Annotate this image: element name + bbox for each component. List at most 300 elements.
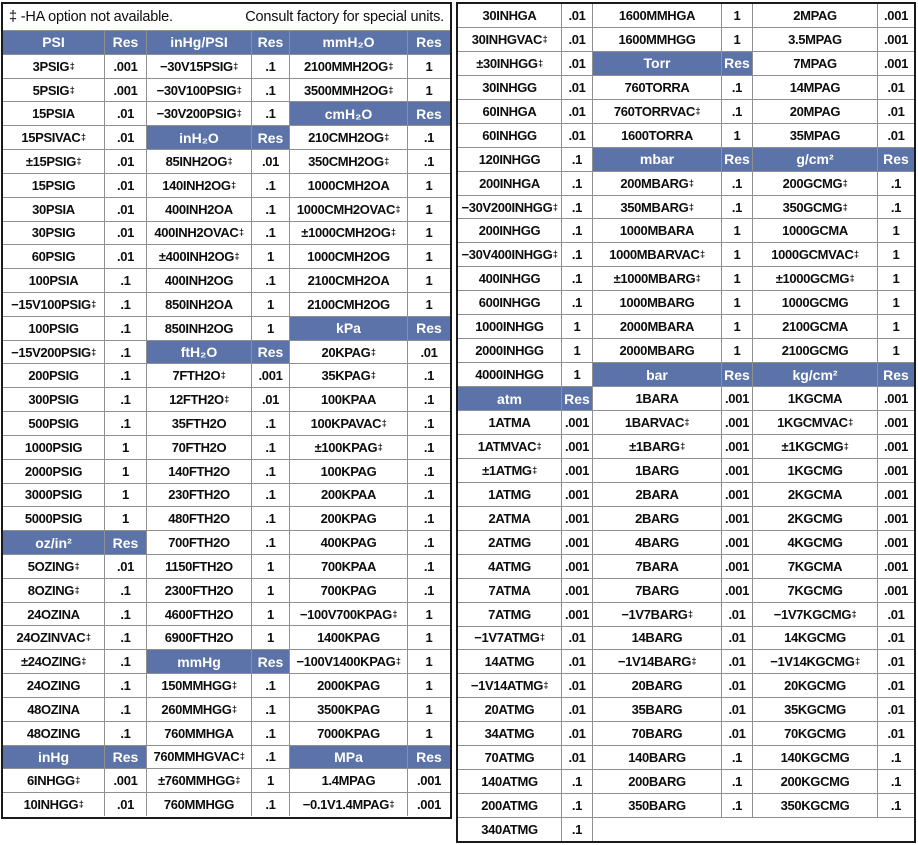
range-cell: 14BARG bbox=[593, 627, 721, 650]
range-cell: 1400KPAG bbox=[290, 626, 407, 649]
range-cell: 200ATMG bbox=[458, 794, 561, 817]
resolution-cell: .001 bbox=[878, 435, 914, 458]
range-cell: 2000MBARA bbox=[593, 315, 721, 338]
range-cell: −1V7KGCMG ‡ bbox=[753, 603, 877, 626]
resolution-cell: .01 bbox=[562, 4, 592, 27]
range-cell: 500PSIG bbox=[3, 412, 104, 435]
range-cell: −1V7ATMG ‡ bbox=[458, 627, 561, 650]
resolution-cell: .1 bbox=[105, 626, 146, 649]
resolution-cell: .1 bbox=[252, 698, 289, 721]
range-cell: 3500KPAG bbox=[290, 698, 407, 721]
range-cell: 480FTH2O bbox=[147, 507, 251, 530]
range-cell: ±1000MBARG ‡ bbox=[593, 267, 721, 290]
range-cell: 200INHGA bbox=[458, 172, 561, 195]
resolution-cell: .001 bbox=[562, 459, 592, 482]
range-cell: 140BARG bbox=[593, 746, 721, 769]
range-cell: 760MMHGVAC ‡ bbox=[147, 746, 251, 769]
resolution-cell: .1 bbox=[878, 746, 914, 769]
resolution-cell: .1 bbox=[408, 436, 450, 459]
resolution-cell: .01 bbox=[878, 722, 914, 745]
resolution-cell: .1 bbox=[105, 603, 146, 626]
range-cell: 12FTH2O ‡ bbox=[147, 388, 251, 411]
resolution-cell: .1 bbox=[408, 388, 450, 411]
range-cell: 35KGCMG bbox=[753, 698, 877, 721]
range-cell: ±1000CMH2OG ‡ bbox=[290, 222, 407, 245]
resolution-cell: .001 bbox=[562, 579, 592, 602]
resolution-cell: .1 bbox=[878, 770, 914, 793]
range-cell: 1000CMH2OVAC ‡ bbox=[290, 198, 407, 221]
range-cell: 140INH2OG ‡ bbox=[147, 174, 251, 197]
resolution-cell: 1 bbox=[105, 484, 146, 507]
resolution-cell: .001 bbox=[878, 483, 914, 506]
range-cell: 14KGCMG bbox=[753, 627, 877, 650]
range-cell: 1000CMH2OG bbox=[290, 245, 407, 268]
resolution-cell: .01 bbox=[878, 650, 914, 673]
resolution-cell: .1 bbox=[252, 198, 289, 221]
resolution-cell: 1 bbox=[722, 291, 752, 314]
resolution-cell: 1 bbox=[562, 363, 592, 386]
range-cell: 1.4MPAG bbox=[290, 769, 407, 792]
resolution-cell: 1 bbox=[722, 243, 752, 266]
range-cell: 1000GCMVAC ‡ bbox=[753, 243, 877, 266]
range-cell: 850INH2OA bbox=[147, 293, 251, 316]
range-cell: 7ATMG bbox=[458, 603, 561, 626]
resolution-cell: .01 bbox=[878, 76, 914, 99]
range-cell: 2ATMA bbox=[458, 507, 561, 530]
res-header-cell: Res bbox=[252, 31, 289, 54]
range-cell: 1600MMHGG bbox=[593, 28, 721, 51]
footnote-row bbox=[3, 4, 450, 31]
resolution-cell: .01 bbox=[722, 674, 752, 697]
resolution-cell: 1 bbox=[878, 315, 914, 338]
range-cell: 30INHGG bbox=[458, 76, 561, 99]
range-cell: 140FTH2O bbox=[147, 460, 251, 483]
resolution-cell: .001 bbox=[722, 483, 752, 506]
resolution-cell: .01 bbox=[722, 698, 752, 721]
range-cell: 2100GCMA bbox=[753, 315, 877, 338]
unit-header-cell: atm bbox=[458, 387, 561, 410]
range-cell: 700FTH2O bbox=[147, 531, 251, 554]
resolution-cell: 1 bbox=[252, 293, 289, 316]
range-cell: 120INHGG bbox=[458, 148, 561, 171]
range-cell: 34ATMG bbox=[458, 722, 561, 745]
resolution-cell: 1 bbox=[722, 339, 752, 362]
range-cell: 3500MMH2OG ‡ bbox=[290, 79, 407, 102]
resolution-cell: .1 bbox=[878, 794, 914, 817]
resolution-cell: .01 bbox=[878, 674, 914, 697]
resolution-cell: 1 bbox=[408, 79, 450, 102]
resolution-cell: .01 bbox=[105, 245, 146, 268]
resolution-cell: .1 bbox=[252, 484, 289, 507]
range-cell: 150MMHGG ‡ bbox=[147, 674, 251, 697]
resolution-cell: .001 bbox=[105, 79, 146, 102]
resolution-cell: .1 bbox=[562, 172, 592, 195]
res-header-cell: Res bbox=[408, 102, 450, 125]
resolution-cell: .1 bbox=[252, 531, 289, 554]
resolution-cell: .1 bbox=[408, 460, 450, 483]
range-cell: 100PSIA bbox=[3, 269, 104, 292]
range-cell: 400INHGG bbox=[458, 267, 561, 290]
resolution-cell: .01 bbox=[722, 650, 752, 673]
range-cell: 1000GCMG bbox=[753, 291, 877, 314]
resolution-cell: .001 bbox=[562, 603, 592, 626]
resolution-cell: .1 bbox=[408, 484, 450, 507]
range-cell: 260MMHGG ‡ bbox=[147, 698, 251, 721]
resolution-cell: .01 bbox=[562, 674, 592, 697]
resolution-cell: 1 bbox=[722, 28, 752, 51]
range-cell: 340ATMG bbox=[458, 818, 561, 841]
range-cell: −30V200INHGG ‡ bbox=[458, 196, 561, 219]
resolution-cell: 1 bbox=[878, 243, 914, 266]
resolution-cell: .1 bbox=[252, 55, 289, 78]
resolution-cell: .01 bbox=[878, 698, 914, 721]
range-cell: ±760MMHGG ‡ bbox=[147, 769, 251, 792]
range-cell: 2KGCMG bbox=[753, 507, 877, 530]
res-header-cell: Res bbox=[105, 746, 146, 769]
range-cell: 1000MBARVAC ‡ bbox=[593, 243, 721, 266]
resolution-cell: .1 bbox=[562, 219, 592, 242]
resolution-cell: .1 bbox=[562, 243, 592, 266]
range-cell: 350BARG bbox=[593, 794, 721, 817]
resolution-cell: .001 bbox=[562, 555, 592, 578]
resolution-cell: .01 bbox=[562, 722, 592, 745]
resolution-cell: .001 bbox=[562, 411, 592, 434]
resolution-cell: .01 bbox=[722, 627, 752, 650]
range-cell: 2BARG bbox=[593, 507, 721, 530]
resolution-cell: .01 bbox=[562, 52, 592, 75]
range-cell: 6900FTH2O bbox=[147, 626, 251, 649]
range-cell: 3000PSIG bbox=[3, 484, 104, 507]
resolution-cell: 1 bbox=[408, 722, 450, 745]
range-cell: 2BARA bbox=[593, 483, 721, 506]
resolution-cell: 1 bbox=[408, 626, 450, 649]
resolution-cell: .1 bbox=[252, 412, 289, 435]
resolution-cell: .1 bbox=[408, 579, 450, 602]
resolution-cell: 1 bbox=[408, 245, 450, 268]
range-cell: 7BARA bbox=[593, 555, 721, 578]
range-cell: ±1000GCMG ‡ bbox=[753, 267, 877, 290]
range-cell: 760MMHGG bbox=[147, 793, 251, 816]
resolution-cell: .001 bbox=[878, 28, 914, 51]
resolution-cell: .01 bbox=[105, 222, 146, 245]
range-cell: ±15PSIG ‡ bbox=[3, 150, 104, 173]
resolution-cell: .01 bbox=[722, 603, 752, 626]
resolution-cell: 1 bbox=[878, 219, 914, 242]
range-cell: 20KGCMG bbox=[753, 674, 877, 697]
resolution-cell: .1 bbox=[252, 102, 289, 125]
range-cell: 210CMH2OG ‡ bbox=[290, 126, 407, 149]
resolution-cell: .01 bbox=[878, 627, 914, 650]
resolution-cell: .001 bbox=[878, 507, 914, 530]
range-cell: 30INHGVAC ‡ bbox=[458, 28, 561, 51]
right-range-table-panel bbox=[456, 2, 916, 843]
range-cell: 2100CMH2OG bbox=[290, 293, 407, 316]
range-cell: 1000MBARA bbox=[593, 219, 721, 242]
range-cell: 760TORRVAC ‡ bbox=[593, 100, 721, 123]
res-header-cell: Res bbox=[878, 363, 914, 386]
range-cell: 2100CMH2OA bbox=[290, 269, 407, 292]
resolution-cell: .1 bbox=[408, 150, 450, 173]
unit-header-cell: PSI bbox=[3, 31, 104, 54]
range-cell: 15PSIG bbox=[3, 174, 104, 197]
range-cell: 24OZINVAC ‡ bbox=[3, 626, 104, 649]
resolution-cell: .1 bbox=[252, 436, 289, 459]
resolution-cell: .1 bbox=[105, 317, 146, 340]
resolution-cell: .01 bbox=[878, 603, 914, 626]
range-cell: ±400INH2OG ‡ bbox=[147, 245, 251, 268]
resolution-cell: 1 bbox=[408, 674, 450, 697]
res-header-cell: Res bbox=[252, 126, 289, 149]
range-cell: 200PSIG bbox=[3, 364, 104, 387]
resolution-cell: 1 bbox=[408, 269, 450, 292]
resolution-cell: .1 bbox=[252, 460, 289, 483]
left-range-table-panel bbox=[1, 2, 452, 819]
range-cell: 48OZINA bbox=[3, 698, 104, 721]
resolution-cell: .1 bbox=[722, 794, 752, 817]
resolution-cell: .01 bbox=[878, 100, 914, 123]
unit-header-cell: kg/cm² bbox=[753, 363, 877, 386]
ha-option-note: ‡ -HA option not available. bbox=[9, 9, 173, 25]
resolution-cell: .1 bbox=[252, 674, 289, 697]
range-cell: 1BARA bbox=[593, 387, 721, 410]
unit-header-cell: mbar bbox=[593, 148, 721, 171]
resolution-cell: .01 bbox=[562, 28, 592, 51]
range-cell: 70KGCMG bbox=[753, 722, 877, 745]
resolution-cell: .1 bbox=[562, 794, 592, 817]
range-cell: 14MPAG bbox=[753, 76, 877, 99]
resolution-cell: 1 bbox=[408, 603, 450, 626]
resolution-cell: .01 bbox=[562, 627, 592, 650]
unit-header-cell: inHg bbox=[3, 746, 104, 769]
unit-header-cell: inHg/PSI bbox=[147, 31, 251, 54]
resolution-cell: .01 bbox=[105, 793, 146, 816]
resolution-cell: .1 bbox=[562, 291, 592, 314]
range-cell: 200BARG bbox=[593, 770, 721, 793]
range-cell: −1V7BARG ‡ bbox=[593, 603, 721, 626]
range-cell: 350MBARG ‡ bbox=[593, 196, 721, 219]
range-cell: ±24OZING ‡ bbox=[3, 650, 104, 673]
range-cell: 20MPAG bbox=[753, 100, 877, 123]
resolution-cell: .01 bbox=[562, 124, 592, 147]
range-cell: −15V200PSIG ‡ bbox=[3, 341, 104, 364]
resolution-cell: .001 bbox=[105, 55, 146, 78]
range-cell: 30PSIG bbox=[3, 222, 104, 245]
resolution-cell: 1 bbox=[105, 507, 146, 530]
resolution-cell: .001 bbox=[878, 387, 914, 410]
range-cell: 2300FTH2O bbox=[147, 579, 251, 602]
unit-header-cell: cmH₂O bbox=[290, 102, 407, 125]
resolution-cell: .1 bbox=[878, 196, 914, 219]
resolution-cell: 1 bbox=[878, 267, 914, 290]
range-cell: 350CMH2OG ‡ bbox=[290, 150, 407, 173]
resolution-cell: .001 bbox=[562, 483, 592, 506]
resolution-cell: 1 bbox=[408, 222, 450, 245]
resolution-cell: 1 bbox=[252, 603, 289, 626]
range-cell: 1ATMVAC ‡ bbox=[458, 435, 561, 458]
range-cell: 4600FTH2O bbox=[147, 603, 251, 626]
unit-header-cell: kPa bbox=[290, 317, 407, 340]
resolution-cell: 1 bbox=[878, 291, 914, 314]
range-cell: 1KGCMA bbox=[753, 387, 877, 410]
range-cell: 300PSIG bbox=[3, 388, 104, 411]
range-cell: 20KPAG ‡ bbox=[290, 341, 407, 364]
range-cell: 7KGCMA bbox=[753, 555, 877, 578]
resolution-cell: .1 bbox=[562, 770, 592, 793]
range-cell: 2100GCMG bbox=[753, 339, 877, 362]
resolution-cell: .001 bbox=[722, 555, 752, 578]
resolution-cell: 1 bbox=[252, 317, 289, 340]
range-cell: 760MMHGA bbox=[147, 722, 251, 745]
range-cell: 48OZING bbox=[3, 722, 104, 745]
range-cell: 1KGCMG bbox=[753, 459, 877, 482]
range-cell: 200KPAG bbox=[290, 507, 407, 530]
resolution-cell: .01 bbox=[105, 198, 146, 221]
range-cell: 4KGCMG bbox=[753, 531, 877, 554]
resolution-cell: .001 bbox=[722, 459, 752, 482]
range-cell: 35BARG bbox=[593, 698, 721, 721]
resolution-cell: .1 bbox=[252, 746, 289, 769]
range-cell: 5OZING ‡ bbox=[3, 555, 104, 578]
resolution-cell: 1 bbox=[722, 124, 752, 147]
range-cell: 230FTH2O bbox=[147, 484, 251, 507]
resolution-cell: 1 bbox=[722, 4, 752, 27]
range-cell: 140ATMG bbox=[458, 770, 561, 793]
range-cell: −1V14ATMG ‡ bbox=[458, 674, 561, 697]
res-header-cell: Res bbox=[562, 387, 592, 410]
range-cell: 70FTH2O bbox=[147, 436, 251, 459]
consult-factory-note: Consult factory for special units. bbox=[245, 9, 444, 25]
range-cell: 100KPAVAC ‡ bbox=[290, 412, 407, 435]
resolution-cell: 1 bbox=[562, 339, 592, 362]
range-cell: 2KGCMA bbox=[753, 483, 877, 506]
range-cell: 2000INHGG bbox=[458, 339, 561, 362]
range-cell: −100V1400KPAG ‡ bbox=[290, 650, 407, 673]
range-cell: 60PSIG bbox=[3, 245, 104, 268]
resolution-cell: .1 bbox=[105, 722, 146, 745]
range-cell: 35MPAG bbox=[753, 124, 877, 147]
resolution-cell: .01 bbox=[252, 388, 289, 411]
resolution-cell: .1 bbox=[562, 196, 592, 219]
resolution-cell: .001 bbox=[105, 769, 146, 792]
range-cell: ±1ATMG ‡ bbox=[458, 459, 561, 482]
range-cell: −100V700KPAG ‡ bbox=[290, 603, 407, 626]
range-cell: 200GCMG ‡ bbox=[753, 172, 877, 195]
range-cell: 2000MBARG bbox=[593, 339, 721, 362]
right-table bbox=[458, 4, 914, 841]
resolution-cell: 1 bbox=[252, 555, 289, 578]
resolution-cell: .1 bbox=[105, 674, 146, 697]
range-cell: 2000KPAG bbox=[290, 674, 407, 697]
range-cell: 7000KPAG bbox=[290, 722, 407, 745]
resolution-cell: .1 bbox=[408, 555, 450, 578]
unit-header-cell: Torr bbox=[593, 52, 721, 75]
resolution-cell: 1 bbox=[252, 245, 289, 268]
resolution-cell: .01 bbox=[105, 174, 146, 197]
resolution-cell: .1 bbox=[105, 341, 146, 364]
range-cell: 200INHGG bbox=[458, 219, 561, 242]
resolution-cell: .001 bbox=[722, 531, 752, 554]
unit-header-cell: ftH₂O bbox=[147, 341, 251, 364]
range-cell: 600INHGG bbox=[458, 291, 561, 314]
range-cell: 10INHGG ‡ bbox=[3, 793, 104, 816]
unit-header-cell: g/cm² bbox=[753, 148, 877, 171]
range-cell: 4ATMG bbox=[458, 555, 561, 578]
range-cell: −30V100PSIG ‡ bbox=[147, 79, 251, 102]
unit-header-cell: mmH₂O bbox=[290, 31, 407, 54]
resolution-cell: .001 bbox=[878, 411, 914, 434]
range-cell: ±1KGCMG ‡ bbox=[753, 435, 877, 458]
res-header-cell: Res bbox=[408, 317, 450, 340]
range-cell: 7FTH2O ‡ bbox=[147, 364, 251, 387]
range-cell: 4000INHGG bbox=[458, 363, 561, 386]
res-header-cell: Res bbox=[408, 746, 450, 769]
range-cell: 2100MMH2OG ‡ bbox=[290, 55, 407, 78]
resolution-cell: .1 bbox=[408, 126, 450, 149]
resolution-cell: .1 bbox=[252, 79, 289, 102]
range-cell: 24OZINA bbox=[3, 603, 104, 626]
resolution-cell: .01 bbox=[252, 150, 289, 173]
resolution-cell: 1 bbox=[408, 174, 450, 197]
range-cell: −0.1V1.4MPAG ‡ bbox=[290, 793, 407, 816]
range-cell: 3PSIG ‡ bbox=[3, 55, 104, 78]
range-cell: 1000PSIG bbox=[3, 436, 104, 459]
resolution-cell: 1 bbox=[105, 460, 146, 483]
resolution-cell: .1 bbox=[252, 269, 289, 292]
range-cell: 760TORRA bbox=[593, 76, 721, 99]
resolution-cell: .1 bbox=[562, 267, 592, 290]
resolution-cell: .1 bbox=[722, 100, 752, 123]
resolution-cell: 1 bbox=[252, 579, 289, 602]
range-cell: −30V15PSIG ‡ bbox=[147, 55, 251, 78]
resolution-cell: .1 bbox=[105, 293, 146, 316]
resolution-cell: .01 bbox=[105, 150, 146, 173]
range-cell: 1BARG bbox=[593, 459, 721, 482]
resolution-cell: .1 bbox=[722, 172, 752, 195]
resolution-cell: .001 bbox=[722, 507, 752, 530]
res-header-cell: Res bbox=[408, 31, 450, 54]
range-cell: 2ATMG bbox=[458, 531, 561, 554]
range-cell: 5PSIG ‡ bbox=[3, 79, 104, 102]
range-cell: 1150FTH2O bbox=[147, 555, 251, 578]
range-cell: 2000PSIG bbox=[3, 460, 104, 483]
resolution-cell: .1 bbox=[105, 650, 146, 673]
range-cell: 100KPAG bbox=[290, 460, 407, 483]
res-header-cell: Res bbox=[105, 531, 146, 554]
range-cell: 350KGCMG bbox=[753, 794, 877, 817]
resolution-cell: .1 bbox=[252, 507, 289, 530]
range-cell: 400INH2OA bbox=[147, 198, 251, 221]
resolution-cell: .1 bbox=[105, 388, 146, 411]
range-cell: 1000GCMA bbox=[753, 219, 877, 242]
range-cell: 400KPAG bbox=[290, 531, 407, 554]
resolution-cell: .01 bbox=[722, 722, 752, 745]
range-cell: 350GCMG ‡ bbox=[753, 196, 877, 219]
range-cell: 400INH2OVAC ‡ bbox=[147, 222, 251, 245]
res-header-cell: Res bbox=[878, 148, 914, 171]
resolution-cell: .001 bbox=[722, 435, 752, 458]
range-cell: 200KGCMG bbox=[753, 770, 877, 793]
resolution-cell: .001 bbox=[562, 507, 592, 530]
resolution-cell: .001 bbox=[562, 531, 592, 554]
resolution-cell: .01 bbox=[408, 341, 450, 364]
range-cell: 3.5MPAG bbox=[753, 28, 877, 51]
range-cell: 1ATMA bbox=[458, 411, 561, 434]
resolution-cell: .01 bbox=[105, 102, 146, 125]
resolution-cell: .1 bbox=[722, 746, 752, 769]
resolution-cell: .01 bbox=[105, 126, 146, 149]
resolution-cell: .01 bbox=[878, 124, 914, 147]
empty-cell bbox=[593, 818, 914, 841]
